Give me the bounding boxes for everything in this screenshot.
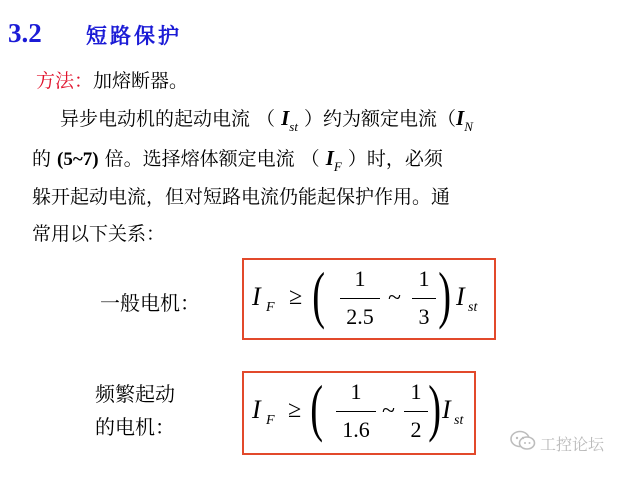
- current-symbol: I: [456, 106, 465, 130]
- para-text: 的: [32, 148, 58, 170]
- formula1-box: [242, 258, 496, 340]
- lhs-sub: F: [266, 413, 275, 428]
- formula2-box: [242, 371, 476, 455]
- tilde-op: ~: [388, 285, 401, 311]
- fraction-bar: [412, 298, 436, 299]
- current-symbol: I: [281, 106, 290, 130]
- rhs-sub: st: [454, 413, 464, 428]
- geq-op: ≥: [289, 284, 303, 310]
- lhs-sub: F: [266, 300, 275, 315]
- watermark-text: 工控论坛: [540, 435, 605, 454]
- section-title: 短路保护: [86, 24, 182, 48]
- subscript-st: st: [289, 119, 298, 134]
- section-number: 3.2: [8, 18, 42, 48]
- paragraph-line-1: [60, 104, 473, 134]
- numerator-1: 1: [350, 379, 362, 404]
- formula2-label-line1: 频繁起动: [95, 382, 175, 406]
- rhs-var: I: [456, 282, 465, 311]
- para-text: ）约为额定电流（: [304, 108, 457, 130]
- rhs-var: I: [442, 395, 451, 424]
- numerator-2: 1: [418, 266, 430, 291]
- paragraph-line-3: 躲开起动电流，但对短路电流仍能起保护作用。通: [32, 186, 451, 208]
- tilde-op: ~: [382, 398, 395, 424]
- numerator-2: 1: [410, 379, 422, 404]
- method-line: [36, 66, 188, 93]
- left-paren: (: [310, 372, 324, 443]
- paragraph-line-2: [32, 144, 443, 174]
- wechat-icon: [510, 430, 536, 456]
- lhs-var: I: [252, 395, 261, 424]
- para-text: ）时，必须: [341, 148, 443, 170]
- subscript-f: F: [333, 159, 342, 174]
- left-paren: (: [312, 259, 326, 330]
- right-paren: ): [428, 372, 442, 443]
- geq-op: ≥: [288, 397, 302, 423]
- para-text: 倍。选择熔体额定电流 （: [98, 148, 326, 170]
- method-text: 加熔断器。: [93, 70, 189, 92]
- formula1-label: 一般电机：: [100, 291, 200, 315]
- method-label: 方法：: [36, 70, 94, 92]
- lhs-var: I: [252, 282, 261, 311]
- denominator-2: 2: [410, 417, 422, 442]
- denominator-1: 1.6: [342, 417, 370, 442]
- ratio-text: (5~7): [57, 149, 99, 170]
- formula2-label-line2: 的电机：: [95, 415, 175, 439]
- fraction-bar: [340, 298, 380, 299]
- fraction-bar: [404, 411, 428, 412]
- right-paren: ): [438, 259, 452, 330]
- numerator-1: 1: [354, 266, 366, 291]
- current-symbol: I: [325, 146, 334, 170]
- para-text: 异步电动机的起动电流 （: [60, 108, 276, 130]
- subscript-n: N: [464, 119, 473, 134]
- denominator-2: 3: [418, 304, 430, 329]
- paragraph-line-4: 常用以下关系：: [32, 223, 166, 245]
- rhs-sub: st: [468, 300, 478, 315]
- denominator-1: 2.5: [346, 304, 374, 329]
- fraction-bar: [336, 411, 376, 412]
